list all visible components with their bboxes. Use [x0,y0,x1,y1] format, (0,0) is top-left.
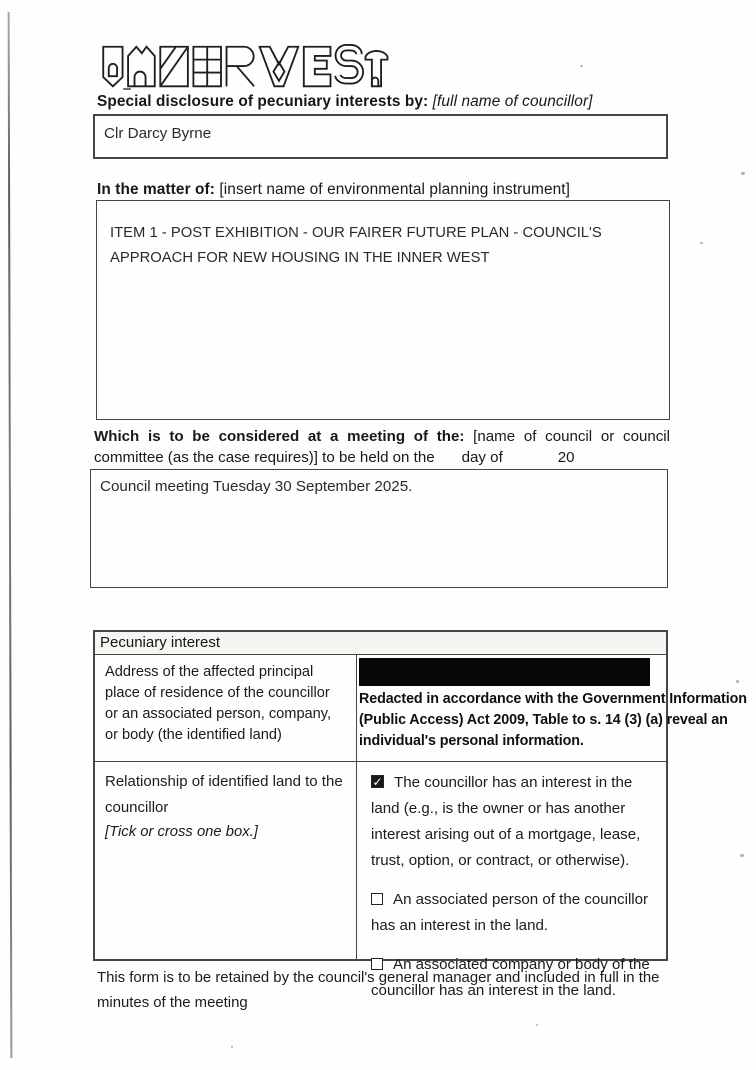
option-text: An associated person of the councillor has an interest in the land. [371,891,649,934]
option-councillor-interest [371,770,662,874]
scan-speck [736,680,739,683]
scan-speck [700,242,703,244]
redaction-note: Redacted in accordance with the Government Information (Public Access) Act 2009, Table to s. 14 (3) (a) reveal an individual's personal information. [359,691,747,749]
meeting-value: Council meeting Tuesday 30 September 2025. [100,478,413,495]
meeting-label-hint2: committee (as the case requires)] to be held on the [94,449,435,466]
matter-value: ITEM 1 - POST EXHIBITION - OUR FAIRER FUTURE PLAN - COUNCIL'S APPROACH FOR NEW HOUSING IN THE INNER WEST [110,225,602,266]
scan-speck [741,172,745,175]
address-value-cell [357,655,747,761]
day-of-label: day of [461,449,503,466]
address-label: Address of the affected principal place of residence of the councillor or an associated person, company, or body (the identified land) [95,655,357,761]
councillor-name-value: Clr Darcy Byrne [104,125,212,142]
relationship-options-cell [357,762,666,999]
meeting-label-line1 [94,428,670,445]
scan-speck [231,1046,233,1048]
councillor-label-text: Special disclosure of pecuniary interests by: [97,93,429,110]
relationship-label-hint: [Tick or cross one box.] [105,824,258,840]
redaction-black-bar [359,658,650,686]
meeting-label [94,428,670,466]
matter-label-hint: [insert name of environmental planning instrument] [219,181,571,198]
option-text: An associated company or body of the councillor has an interest in the land. [371,956,650,999]
matter-label-text: In the matter of: [97,181,215,198]
inner-west-logo [97,44,391,90]
councillor-label [97,93,672,111]
scan-speck [580,65,583,67]
checkbox-unchecked-icon[interactable] [371,893,383,905]
councillor-name-field[interactable] [93,114,668,159]
matter-label [97,181,672,199]
address-row [95,655,747,762]
checkbox-checked-icon[interactable] [371,775,384,788]
matter-field[interactable] [96,200,670,420]
relationship-label-cell [95,762,357,959]
logo-text [391,44,392,45]
retention-note: This form is to be retained by the council's general manager and included in full in the minutes of the meeting [97,970,660,1011]
meeting-field[interactable] [90,469,668,588]
year-prefix: 20 [557,449,575,466]
inner-west-logo-glyphs [97,44,391,90]
option-associated-person [371,887,662,939]
meeting-label-text: Which is to be considered at a meeting of the: [94,428,465,445]
meeting-label-hint1: [name of council or council [473,428,670,445]
option-text: The councillor has an interest in the land (e.g., is the owner or has another interest arising out of a mortgage, lease, trust, option, or contract, or otherwise). [371,774,641,869]
scan-speck [740,854,744,857]
councillor-label-hint: [full name of councillor] [432,93,593,110]
scan-edge-artifact [8,12,13,1058]
relationship-label: Relationship of identified land to the councillor [105,773,343,816]
scan-speck [536,1024,538,1026]
table-header: Pecuniary interest [95,632,666,655]
meeting-label-line2 [94,449,670,466]
